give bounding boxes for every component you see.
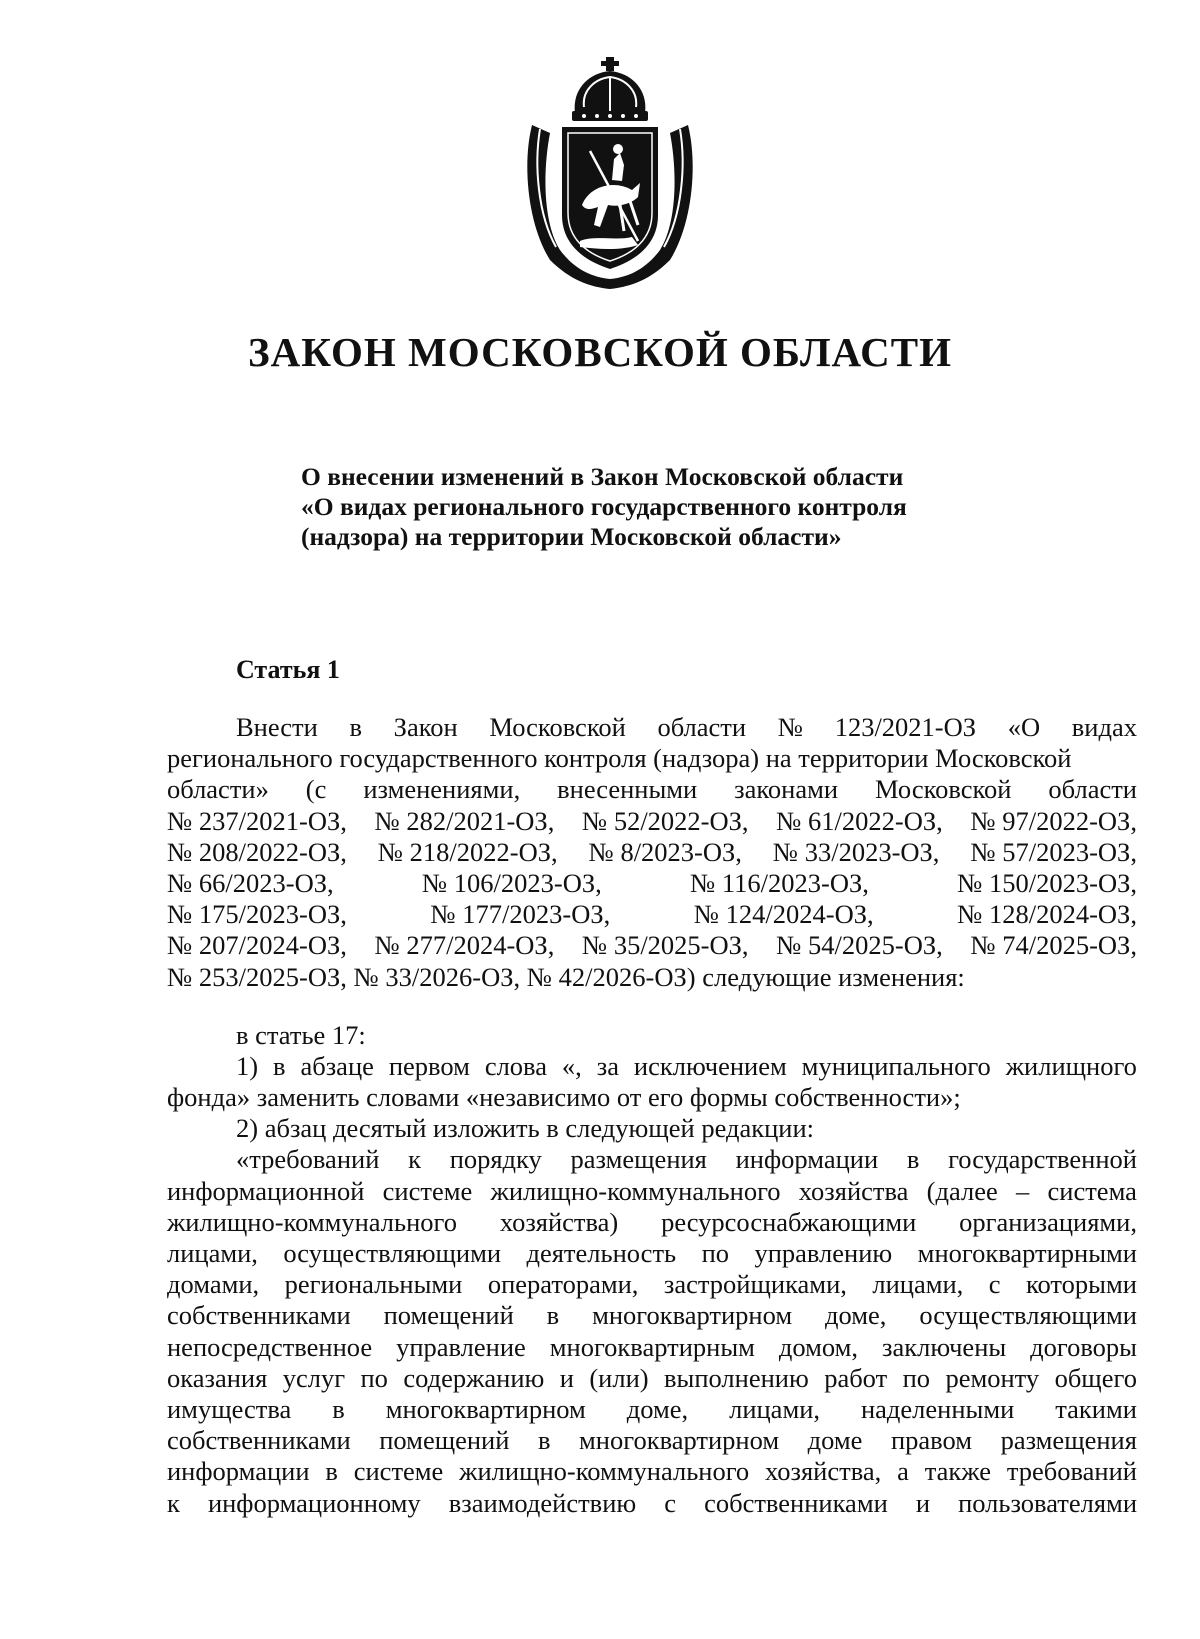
word: первом [388,1050,470,1081]
word: видах [1071,712,1137,742]
word: многоквартирном [579,1425,780,1456]
word: № 52/2022-ОЗ, [581,805,749,836]
word: информационному [207,1487,421,1518]
word: такими [1055,1393,1137,1424]
word: многоквартирным [549,1331,755,1362]
word: порядку [449,1144,542,1175]
text-line [167,1207,1137,1238]
word: общего [1054,1362,1137,1393]
word: № 208/2022-ОЗ, [167,836,347,867]
word: лицами, [872,1269,964,1300]
word: осуществляющими [283,1238,502,1268]
word: в [537,1425,551,1456]
text-line [167,837,1137,868]
text-line [167,868,1137,899]
word: с [664,1487,677,1518]
word: государственной [948,1144,1137,1175]
word: № 175/2023-ОЗ, [167,899,347,930]
text-line [167,1082,1137,1113]
text-line [167,1113,1137,1144]
word: наделенными [860,1393,1015,1424]
word: № 124/2024-ОЗ, [693,899,874,930]
word: области [1048,774,1137,805]
word: № 277/2024-ОЗ, [374,930,555,961]
word: системе [353,1456,444,1487]
word: 123/2021-ОЗ [834,712,977,742]
word: информации [735,1144,879,1175]
word: в статье 17: [236,1019,366,1050]
word: (с [305,774,327,805]
text-line [167,1456,1137,1487]
word: № 106/2023-ОЗ, [421,867,602,898]
word: № 253/2025-ОЗ, № 33/2026-ОЗ, № 42/2026-ОЗ) следующие изменения: [167,961,965,992]
word: жилищно-коммунального [490,1175,781,1206]
amendments-section [167,1020,1137,1519]
word: Закон [393,712,458,742]
word: «, [561,1050,582,1081]
word: к [408,1144,421,1175]
word: также [924,1456,991,1487]
word: жилищного [1005,1050,1137,1081]
word: фонда» заменить словами «независимо от его формы собственности»; [167,1082,961,1113]
word: внесенными [557,774,698,805]
word: слова [484,1050,547,1081]
law-title: ЗАКОН МОСКОВСКОЙ ОБЛАСТИ [248,329,952,375]
word: а [897,1456,909,1487]
word: лицами, [729,1393,821,1424]
text-line [167,774,1137,805]
word: работ [824,1362,888,1393]
word: многоквартирными [917,1238,1137,1268]
word: № 8/2023-ОЗ, [588,836,742,867]
text-line [167,1332,1137,1363]
word: требований [1006,1456,1137,1487]
subject-line: О внесении изменений в Закон Московской области [301,462,904,491]
word: № 237/2021-ОЗ, [167,805,347,836]
text-line [167,1363,1137,1394]
word: – [1016,1175,1030,1206]
text-line [167,712,1137,743]
word: размещения [570,1144,707,1175]
word: по [360,1362,388,1393]
text-line [167,743,1137,774]
word: доме, [626,1393,689,1424]
word: области [657,712,747,742]
text-line [167,899,1137,930]
word: доме, [825,1300,887,1331]
word: изменениями, [363,774,521,805]
word: в [332,1393,345,1424]
word: содержанию [403,1362,545,1393]
word: деятельность [526,1238,677,1268]
word: № 35/2025-ОЗ, [581,930,749,961]
word: Московской [489,712,626,742]
word: договоры [1030,1331,1137,1362]
word: исключением [633,1050,787,1081]
word: жилищно-коммунального [167,1206,457,1237]
word: размещения [1000,1425,1137,1456]
text-line [167,1176,1137,1207]
word: домом, [778,1331,859,1362]
subject-line: (надзора) на территории Московской области» [301,522,842,551]
word: управление [396,1331,526,1362]
word: регионального государственного контроля (надзора) на территории Московской [167,743,1072,774]
word: помещений [383,1300,514,1331]
word: выполнению [664,1362,809,1393]
text-line [167,930,1137,961]
word: системе [382,1175,473,1206]
word: области» [167,774,269,805]
word: № 66/2023-ОЗ, [167,867,334,898]
word: № 33/2023-ОЗ, [772,836,940,867]
word: Внести [236,712,318,742]
word: заключены [881,1331,1007,1362]
word: помещений [379,1425,510,1456]
text-line [167,1238,1137,1269]
word: организациями, [959,1206,1137,1237]
article-heading: Статья 1 [236,655,340,684]
word: 2) абзац десятый изложить в следующей редакции: [236,1113,815,1144]
intro-paragraph [167,712,1137,993]
text-line [167,1425,1137,1456]
word: управлению [754,1238,893,1268]
word: с [988,1269,1001,1300]
word: № 282/2021-ОЗ, [374,805,555,836]
word: № 57/2023-ОЗ, [970,836,1137,867]
word: в [349,712,362,742]
word: № 218/2022-ОЗ, [377,836,558,867]
word: оказания [167,1362,268,1393]
word: и [915,1487,931,1518]
word: услуг [282,1362,346,1393]
word: многоквартирном [385,1393,586,1424]
subject-line: «О видах регионального государственного контроля [301,492,907,521]
word: муниципального [801,1050,991,1081]
word: «О [1007,712,1041,742]
word: система [1047,1175,1137,1206]
word: застройщиками, [663,1269,847,1300]
word: осуществляющими [919,1300,1137,1331]
word: собственниками [167,1300,351,1331]
word: правом [890,1425,973,1456]
word: № 74/2025-ОЗ, [970,930,1137,961]
text-line [167,1269,1137,1300]
word: № 116/2023-ОЗ, [689,867,869,898]
word: хозяйства) [499,1206,619,1237]
word: операторами, [487,1269,639,1300]
coat-of-arms-icon [520,55,700,291]
word: домами, [167,1269,260,1300]
word: № 97/2022-ОЗ, [970,805,1137,836]
word: в [273,1050,286,1081]
word: имущества [167,1393,292,1424]
word: к [167,1487,180,1518]
word: собственниками [704,1487,888,1518]
word: информационной [167,1175,365,1206]
word: непосредственное [167,1331,373,1362]
word: информации [167,1456,310,1487]
word: региональными [284,1269,463,1300]
word: взаимодействию [448,1487,637,1518]
word: № 54/2025-ОЗ, [776,930,943,961]
word: в [546,1300,560,1331]
word: 1) [236,1050,259,1081]
word: № 207/2024-ОЗ, [167,930,347,961]
word: № [777,712,804,742]
word: собственниками [167,1425,351,1456]
word: № 61/2022-ОЗ, [776,805,943,836]
word: «требований [236,1144,380,1175]
article-body [167,712,1137,1519]
law-subject [301,462,1021,552]
word: хозяйства [798,1175,909,1206]
word: доме [807,1425,863,1456]
word: абзаце [300,1050,374,1081]
word: Московской [875,774,1012,805]
word: в [906,1144,920,1175]
word: лицами, [167,1238,258,1268]
word: ресурсоснабжающими [661,1206,917,1237]
word: законами [734,774,839,805]
text-line [167,1394,1137,1425]
word: за [596,1050,619,1081]
text-line [167,1300,1137,1331]
text-line [167,1051,1137,1082]
word: многоквартирном [592,1300,793,1331]
word: по [701,1238,729,1268]
word: в [325,1456,338,1487]
word: по [902,1362,931,1393]
word: которыми [1026,1269,1137,1300]
word: (далее [926,1175,998,1206]
word: № 128/2024-ОЗ, [957,899,1137,930]
word: пользователями [958,1487,1137,1518]
text-line [167,1020,1137,1051]
word: № 177/2023-ОЗ, [430,899,611,930]
text-line [167,1144,1137,1175]
word: № 150/2023-ОЗ, [957,867,1137,898]
word: жилищно-коммунального [459,1456,750,1487]
word: хозяйства, [765,1456,882,1487]
text-line [167,962,1137,993]
word: и [559,1362,574,1393]
word: (или) [589,1362,649,1393]
text-line [167,1488,1137,1519]
text-line [167,806,1137,837]
word: ремонту [945,1362,1040,1393]
